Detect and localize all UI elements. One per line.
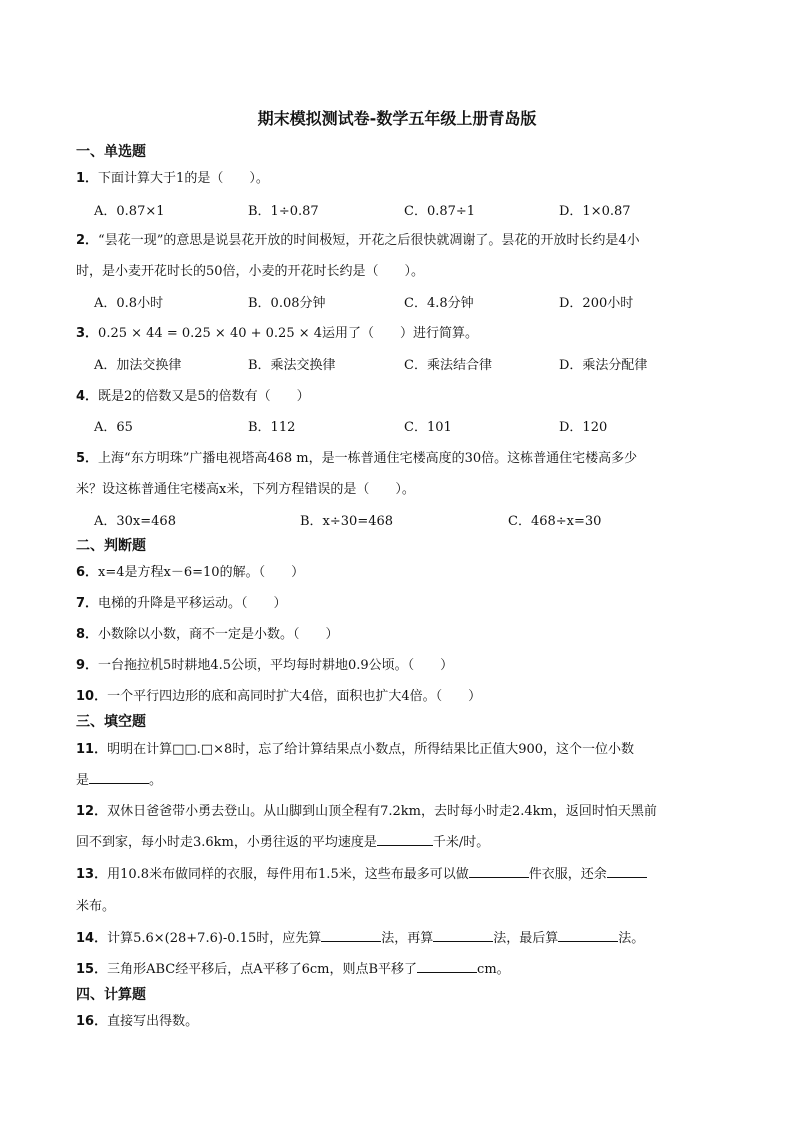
question-2-line2: 时，是小麦开花时长的50倍，小麦的开花时长约是（ ）。 [76, 264, 425, 279]
q2-option-d[interactable]: D．200小时 [559, 296, 634, 311]
question-number: 4． [76, 389, 99, 404]
q2-option-c[interactable]: C．4.8分钟 [404, 296, 474, 311]
question-2 [76, 229, 640, 248]
q1-option-d[interactable]: D．1×0.87 [559, 204, 631, 219]
question-13 [76, 863, 647, 882]
question-number: 16． [76, 1014, 108, 1029]
q3-option-c[interactable]: C．乘法结合律 [404, 358, 492, 373]
text-fragment: 。 [149, 773, 163, 788]
q1-option-b[interactable]: B．1÷0.87 [248, 204, 319, 219]
answer-blank[interactable] [89, 771, 149, 784]
question-9 [76, 654, 453, 673]
text-fragment: 千米/时。 [432, 835, 490, 850]
q4-option-d[interactable]: D．120 [559, 420, 608, 435]
answer-blank[interactable] [607, 865, 647, 878]
q4-option-c[interactable]: C．101 [404, 420, 452, 435]
question-number: 3． [76, 326, 99, 341]
question-number: 14． [76, 931, 108, 946]
text-fragment: 是 [76, 773, 90, 788]
question-11 [76, 738, 634, 757]
question-text-line1: 双休日爸爸带小勇去登山。从山脚到山顶全程有7.2km，去时每小时走2.4km，返回时怕天黑前 [107, 804, 657, 819]
text-fragment: 法，再算 [381, 931, 434, 946]
question-16 [76, 1010, 198, 1029]
question-text: 下面计算大于1的是（ ）。 [98, 171, 269, 186]
q3-option-b[interactable]: B．乘法交换律 [248, 358, 336, 373]
question-text: 电梯的升降是平移运动。（ ） [98, 596, 287, 611]
question-number: 13． [76, 867, 108, 882]
question-number: 7． [76, 596, 99, 611]
question-15 [76, 958, 510, 977]
question-number: 10． [76, 689, 108, 704]
question-6 [76, 561, 304, 580]
question-12 [76, 800, 657, 819]
section-heading-fill-blank: 三、填空题 [76, 714, 146, 730]
q1-option-a[interactable]: A．0.87×1 [94, 204, 165, 219]
q3-option-d[interactable]: D．乘法分配律 [559, 358, 648, 373]
question-11-line2 [76, 769, 162, 788]
question-text-line1: 上海“东方明珠”广播电视塔高468 m，是一栋普通住宅楼高度的30倍。这栋普通住宅楼高多少 [98, 451, 638, 466]
question-7 [76, 592, 287, 611]
question-number: 1． [76, 171, 99, 186]
text-fragment: 件衣服，还余 [528, 867, 607, 882]
question-10 [76, 685, 481, 704]
text-fragment: 计算5.6×(28+7.6)-0.15时，应先算 [107, 931, 322, 946]
answer-blank[interactable] [377, 833, 433, 846]
text-fragment: 用10.8米布做同样的衣服，每件用布1.5米，这些布最多可以做 [107, 867, 469, 882]
question-text: 一个平行四边形的底和高同时扩大4倍，面积也扩大4倍。（ ） [107, 689, 482, 704]
q5-option-c[interactable]: C．468÷x=30 [508, 514, 602, 529]
answer-blank[interactable] [433, 929, 493, 942]
q5-option-b[interactable]: B．x÷30=468 [300, 514, 394, 529]
question-number: 8． [76, 627, 99, 642]
answer-blank[interactable] [469, 865, 529, 878]
question-number: 12． [76, 804, 108, 819]
question-text-line1: 明明在计算□□.□×8时，忘了给计算结果点小数点，所得结果比正值大900，这个一位小数 [107, 742, 635, 757]
text-fragment: 三角形ABC经平移后，点A平移了6cm，则点B平移了 [107, 962, 418, 977]
q2-option-a[interactable]: A．0.8小时 [94, 296, 164, 311]
question-text: x=4是方程x－6=10的解。（ ） [98, 565, 305, 580]
page-title: 期末模拟测试卷-数学五年级上册青岛版 [257, 109, 537, 128]
section-heading-true-false: 二、判断题 [76, 538, 146, 554]
q2-option-b[interactable]: B．0.08分钟 [248, 296, 326, 311]
question-text: 一台拖拉机5时耕地4.5公顷，平均每时耕地0.9公顷。（ ） [98, 658, 454, 673]
q4-option-b[interactable]: B．112 [248, 420, 296, 435]
section-heading-calculation: 四、计算题 [76, 987, 146, 1003]
section-heading-single-choice: 一、单选题 [76, 144, 146, 160]
text-fragment: 回不到家，每小时走3.6km，小勇往返的平均速度是 [76, 835, 377, 850]
q5-option-a[interactable]: A．30x=468 [94, 514, 176, 529]
question-8 [76, 623, 339, 642]
question-number: 15． [76, 962, 108, 977]
question-text: 小数除以小数，商不一定是小数。（ ） [98, 627, 339, 642]
answer-blank[interactable] [417, 960, 477, 973]
question-12-line2 [76, 831, 489, 850]
question-4 [76, 385, 310, 404]
q1-option-c[interactable]: C．0.87÷1 [404, 204, 476, 219]
answer-blank[interactable] [321, 929, 381, 942]
question-text: 直接写出得数。 [107, 1014, 199, 1029]
question-math: 0.25 × 44 = 0.25 × 40 + 0.25 × 4 [98, 326, 323, 341]
question-text: 既是2的倍数又是5的倍数有（ ） [98, 389, 310, 404]
question-1 [76, 167, 269, 186]
question-14 [76, 927, 644, 946]
q4-option-a[interactable]: A．65 [94, 420, 133, 435]
answer-blank[interactable] [558, 929, 618, 942]
question-number: 2． [76, 233, 99, 248]
question-5-line2: 米？设这栋普通住宅楼高x米，下列方程错误的是（ ）。 [76, 482, 415, 497]
question-number: 11． [76, 742, 108, 757]
text-fragment: cm。 [477, 962, 510, 977]
question-text-line1: “昙花一现”的意思是说昙花开放的时间极短，开花之后很快就凋谢了。昙花的开放时长约是4小 [98, 233, 640, 248]
question-number: 5． [76, 451, 99, 466]
question-text: 运用了（ ）进行简算。 [322, 326, 479, 341]
text-fragment: 法，最后算 [493, 931, 559, 946]
question-5 [76, 447, 637, 466]
question-3 [76, 322, 478, 341]
question-number: 6． [76, 565, 99, 580]
q3-option-a[interactable]: A．加法交换律 [94, 358, 182, 373]
question-13-line2: 米布。 [76, 899, 116, 914]
question-number: 9． [76, 658, 99, 673]
text-fragment: 法。 [618, 931, 645, 946]
